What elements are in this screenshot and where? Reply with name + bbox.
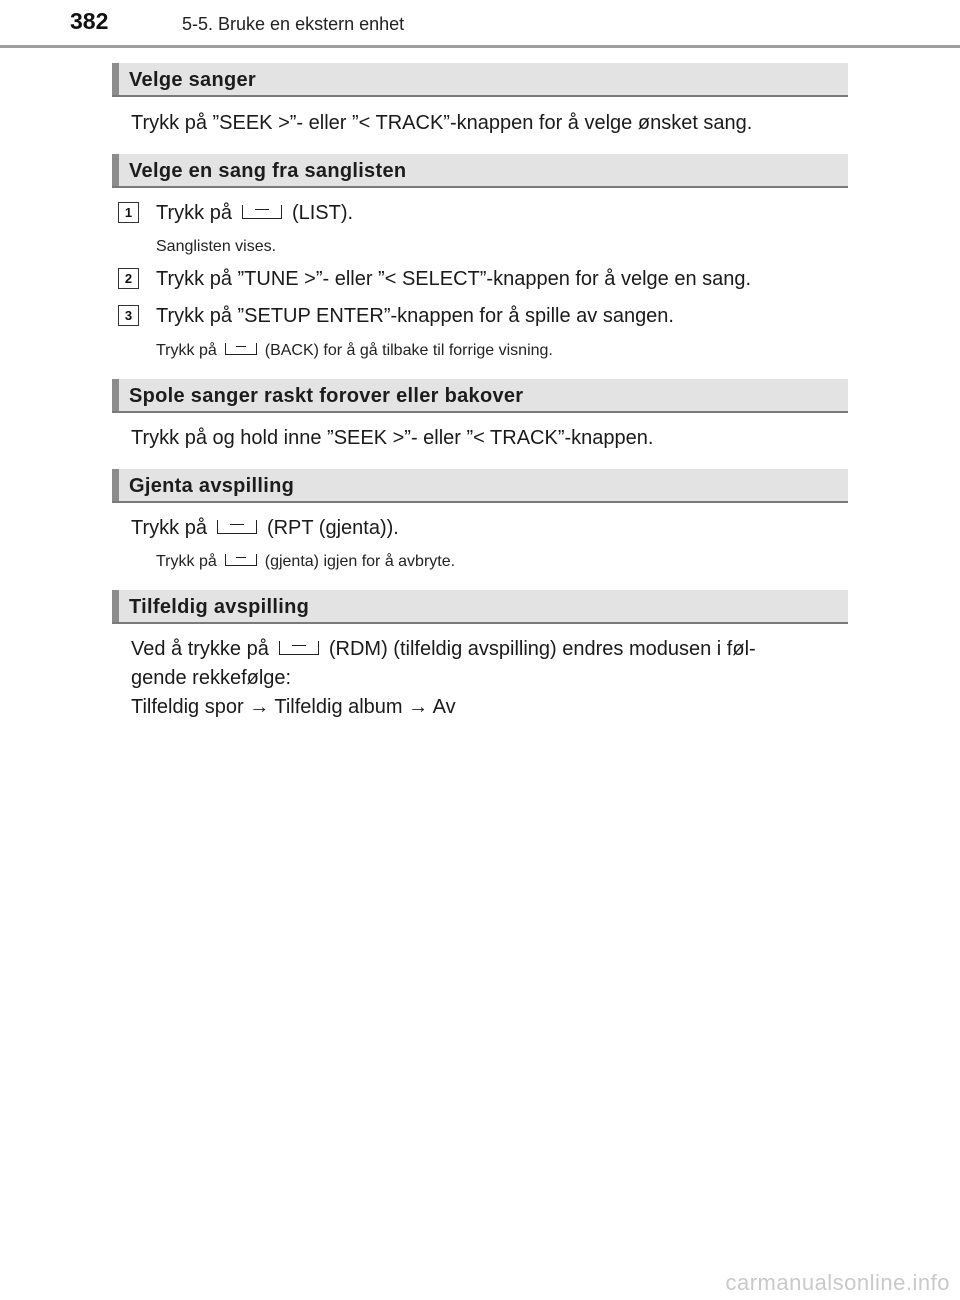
random-line-1-suffix: (RDM) (tilfeldig avspilling) endres modusen i føl- (328, 638, 756, 660)
step-number-badge: 2 (118, 268, 139, 289)
list-button-icon (242, 205, 282, 219)
step-2 (118, 264, 858, 294)
rpt-button-icon (217, 520, 257, 534)
step-number-badge: 1 (118, 202, 139, 223)
section-heading-label: Tilfeldig avspilling (129, 596, 310, 618)
random-line-1-prefix: Ved å trykke på (131, 638, 269, 660)
repeat-text-suffix: (RPT (gjenta)). (266, 517, 399, 539)
rdm-button-icon (279, 641, 319, 655)
repeat-button-icon (225, 554, 257, 566)
step-1-suffix: (LIST). (291, 202, 354, 224)
repeat-text (131, 513, 851, 543)
section-heading-label: Velge sanger (129, 69, 256, 91)
watermark: carmanualsonline.info (725, 1270, 950, 1295)
section-heading-label: Gjenta avspilling (129, 475, 295, 497)
repeat-note-prefix: Trykk på (156, 553, 217, 570)
step-number-badge: 3 (118, 305, 139, 326)
section-heading-label: Velge en sang fra sanglisten (129, 160, 407, 182)
repeat-note-suffix: (gjenta) igjen for å avbryte. (264, 553, 456, 570)
fast-forward-text: Trykk på og hold inne ”SEEK >”- eller ”< TRACK”-knappen. (131, 427, 654, 449)
step-3-text: Trykk på ”SETUP ENTER”-knappen for å spille av sangen. (156, 305, 674, 327)
back-button-icon (225, 343, 257, 355)
repeat-text-prefix: Trykk på (131, 517, 207, 539)
step-2-text: Trykk på ”TUNE >”- eller ”< SELECT”-knappen for å velge en sang. (156, 268, 752, 290)
step-3 (118, 301, 858, 331)
section-heading-select-songs (112, 63, 848, 97)
random-text-line-3: Tilfeldig spor → Tilfeldig album → Av (131, 696, 456, 718)
page-number: 382 (70, 8, 109, 34)
step-3-note (156, 340, 856, 362)
step-3-note-prefix: Trykk på (156, 342, 217, 359)
section-heading-select-from-list (112, 154, 848, 188)
page-header (0, 0, 960, 48)
random-text-line-1 (131, 634, 851, 664)
repeat-note (156, 551, 856, 573)
step-1 (118, 198, 858, 228)
step-1-text (156, 198, 353, 228)
random-text-line-2: gende rekkefølge: (131, 667, 292, 689)
section-heading-label: Spole sanger raskt forover eller bakover (129, 385, 524, 407)
section-heading-random (112, 590, 848, 624)
step-1-note: Sanglisten vises. (156, 238, 277, 255)
step-3-note-suffix: (BACK) for å gå tilbake til forrige visning. (264, 342, 553, 359)
chapter-title: 5-5. Bruke en ekstern enhet (182, 14, 405, 34)
step-1-prefix: Trykk på (156, 202, 232, 224)
section-heading-fast-forward (112, 379, 848, 413)
select-songs-text: Trykk på ”SEEK >”- eller ”< TRACK”-knappen for å velge ønsket sang. (131, 112, 753, 134)
section-heading-repeat (112, 469, 848, 503)
